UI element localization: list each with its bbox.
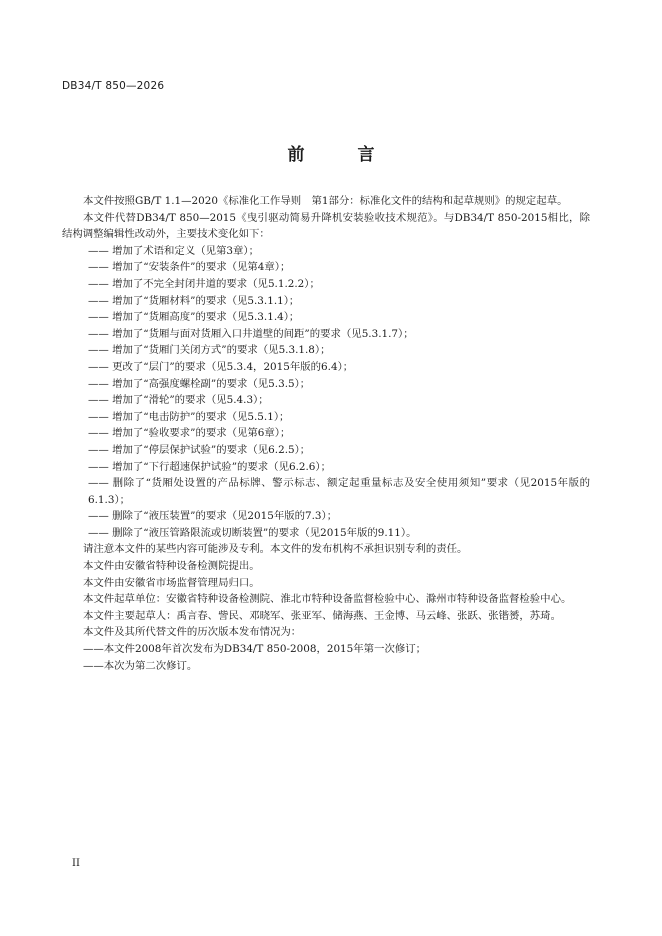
paragraph: 本文件由安徽省市场监督管理局归口。: [83, 576, 260, 589]
change-list-item: —— 删除了“液压装置”的要求（见2015年版的7.3）；: [88, 510, 338, 523]
change-list-item: —— 增加了“货厢与面对货厢入口井道壁的间距”的要求（见5.3.1.7）；: [88, 327, 414, 340]
change-list-item: —— 增加了“高强度螺栓副”的要求（见5.3.5）；: [88, 377, 311, 390]
paragraph: 本文件代替DB34/T 850—2015《曳引驱动简易升降机安装验收技术规范》。与DB34/T 850-2015相比，除结构调整编辑性改动外，主要技术变化如下：: [62, 211, 590, 241]
paragraph: ——本文件2008年首次发布为DB34/T 850-2008，2015年第一次修订；: [83, 643, 427, 656]
paragraph: 本文件起草单位：安徽省特种设备检测院、淮北市特种设备监督检验中心、滁州市特种设备监督检验中心。: [83, 593, 572, 606]
change-list-item: —— 增加了“滑轮”的要求（见5.4.3）；: [88, 394, 269, 407]
change-list-item: —— 增加了“货厢材料”的要求（见5.3.1.1）；: [88, 294, 300, 307]
foreword-body: [62, 193, 590, 674]
change-list-item: —— 删除了“液压管路限流或切断装置”的要求（见2015年版的9.11）。: [88, 526, 417, 539]
change-list-item: —— 增加了“电击防护”的要求（见5.5.1）；: [88, 410, 290, 423]
change-list-item: —— 增加了“验收要求”的要求（见第6章）；: [88, 427, 291, 440]
paragraph: 本文件主要起草人：禹言春、訾民、邓晓军、张亚军、储海燕、王金博、马云峰、张跃、张锴赟，苏琦。: [83, 609, 561, 622]
change-list-item: —— 增加了“安装条件”的要求（见第4章）；: [88, 261, 291, 274]
paragraph: 本文件按照GB/T 1.1—2020《标准化工作导则 第1部分：标准化文件的结构和起草规则》的规定起草。: [83, 195, 568, 207]
change-list-item: —— 增加了术语和定义（见第3章）；: [88, 244, 259, 257]
change-list-item: —— 删除了“货厢处设置的产品标牌、警示标志、额定起重量标志及安全使用须知”要求（见2015年版的6.1.3）；: [88, 477, 590, 506]
change-list-item: —— 增加了“下行超速保护试验”的要求（见6.2.6）；: [88, 460, 331, 473]
paragraph: 本文件由安徽省特种设备检测院提出。: [83, 560, 260, 573]
page-number: II: [72, 858, 80, 869]
change-list-item: —— 增加了不完全封闭井道的要求（见5.1.2.2）；: [88, 277, 320, 290]
document-code: DB34/T 850—2026: [62, 80, 165, 92]
page-title: 前 言: [287, 145, 393, 165]
change-list-item: —— 增加了“货厢高度”的要求（见5.3.1.4）；: [88, 311, 300, 324]
change-list-item: —— 增加了“停层保护试验”的要求（见6.2.5）；: [88, 443, 311, 456]
paragraph: 本文件及其所代替文件的历次版本发布情况为：: [83, 626, 302, 639]
change-list-item: —— 更改了“层门”的要求（见5.3.4，2015年版的6.4）；: [88, 360, 354, 373]
paragraph: 请注意本文件的某些内容可能涉及专利。本文件的发布机构不承担识别专利的责任。: [83, 543, 468, 556]
paragraph: ——本次为第二次修订。: [83, 659, 198, 672]
change-list-item: —— 增加了“货厢门关闭方式”的要求（见5.3.1.8）；: [88, 344, 331, 357]
